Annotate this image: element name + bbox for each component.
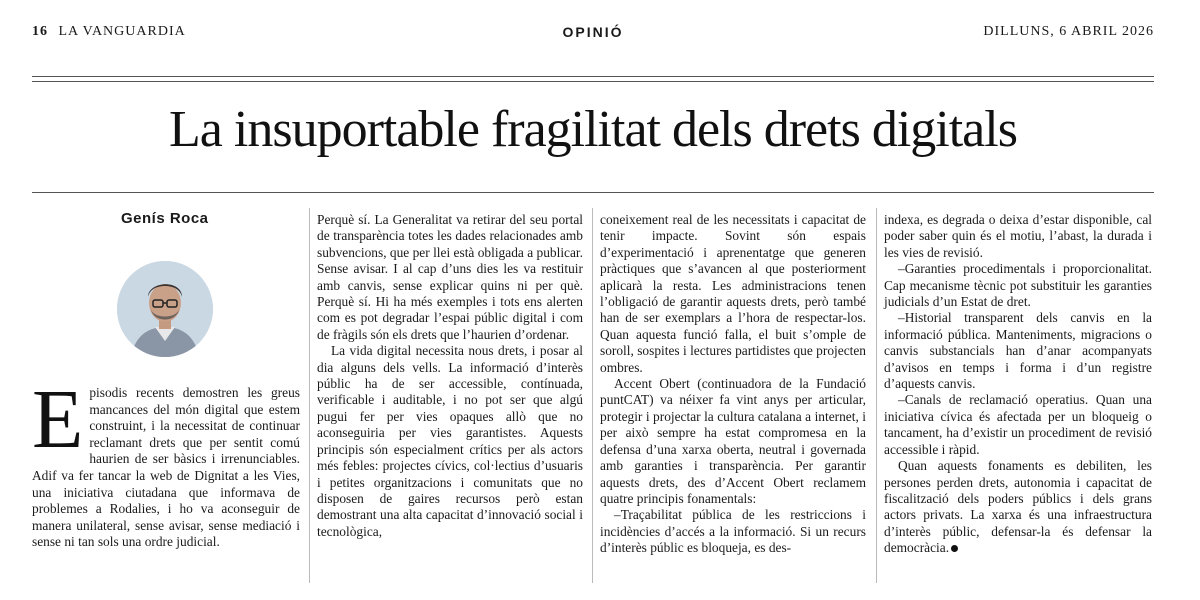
- page-number: 16: [32, 24, 48, 39]
- paragraph: –Garanties procedimentals i proporcionalitat. Cap mecanisme tècnic pot substituir les garanties judicials d’un Estat de dret.: [884, 261, 1152, 310]
- paragraph: La vida digital necessita nous drets, i posar al dia alguns dels vells. La informació d’interès públic ha de ser accessible, contínuada, verificable i auditable, i no pot ser que algú pugui fer per vies opaques allò que no aconseguiria per vies garantistes. Aquests principis són especialment crítics per als actors més febles: projectes cívics, col·lectius d’usuaris i petites organitzacions i comunitats que no disposen de gaires recursos però estan demostrant una alta capacitat d’innovació social i tecnològica,: [317, 343, 583, 539]
- paragraph: Perquè sí. La Generalitat va retirar del seu portal de transparència totes les dades relacionades amb subvencions, que per llei està obligada a publicar. Sense avisar. I al cap d’uns dies les va restituir amb canvis, sense explicar quins ni per què. Perquè sí. Hi ha més exemples i tots ens alerten com es pot degradar l’espai públic digital i com de fràgils són els drets que l’haurien d’ordenar.: [317, 212, 583, 342]
- column-2: [317, 212, 583, 540]
- paragraph: coneixement real de les necessitats i capacitat de tenir impacte. Sovint són espais d’experimentació i aprenentatge que generen pràctiques que s’avancen al que posteriorment aplicarà la resta. Les administracions tenen l’obligació de garantir aquests drets, però també han de ser exemplars a l’hora de respectar-los. Quan aquesta funció falla, el buit s’omple de soroll, sospites i lectures partidistes que projecten ombres.: [600, 212, 866, 375]
- drop-cap: E: [32, 373, 84, 466]
- column-1-text: pisodis recents demostren les greus mancances del món digital que estem construint, i la necessitat de continuar reclamant drets que per sentit comú haurien de ser bàsics i irrenunciables. Adif va fer tancar la web de Dignitat a les Vies, una iniciativa ciutadana que informava de problemes a Rodalies, i ho va aconseguir de manera unilateral, sense avisar, sense mediació i sense ni tan sols una ordre judicial.: [32, 385, 300, 550]
- paragraph: –Historial transparent dels canvis en la informació pública. Manteniments, migracions o canvis substancials han d’anar acompanyats d’avisos en temps i forma i d’un registre d’aquests canvis.: [884, 310, 1152, 392]
- headline-rule: [32, 192, 1154, 193]
- column-divider: [592, 208, 593, 583]
- page-header: [32, 24, 1154, 48]
- author-name: Genís Roca: [121, 210, 209, 227]
- column-divider: [309, 208, 310, 583]
- column-4: [884, 212, 1152, 557]
- header-rule-bottom: [32, 81, 1154, 82]
- paragraph: indexa, es degrada o deixa d’estar disponible, cal poder saber quin és el motiu, l’abast, la durada i les vies de revisió.: [884, 212, 1152, 260]
- section-name: OPINIÓ: [562, 24, 624, 40]
- column-divider: [876, 208, 877, 583]
- paragraph: –Canals de reclamació operatius. Quan una iniciativa cívica és afectada per un bloqueig o tancament, ha d’existir un procediment de revisió accessible i ràpid.: [884, 392, 1152, 457]
- header-rule-top: [32, 76, 1154, 77]
- newspaper-name: LA VANGUARDIA: [58, 24, 186, 39]
- author-photo: [117, 261, 213, 357]
- column-3: [600, 212, 866, 557]
- end-of-article-dot-icon: [951, 545, 958, 552]
- article-headline: La insuportable fragilitat dels drets digitals: [169, 101, 1017, 158]
- paragraph: Accent Obert (continuadora de la Fundació puntCAT) va néixer fa vint anys per articular, protegir i projectar la cultura catalana a internet, i per això sempre ha estat compromesa en la defensa d’una xarxa oberta, neutral i governada amb garanties i transparència. Per garantir aquests drets, des d’Accent Obert reclamem quatre principis fonamentals:: [600, 376, 866, 506]
- avatar-illustration: [117, 261, 213, 357]
- issue-date: DILLUNS, 6 ABRIL 2026: [983, 24, 1154, 39]
- paragraph: –Traçabilitat pública de les restriccions i incidències d’accés a la informació. Si un recurs d’interès públic es bloqueja, es des-: [600, 507, 866, 556]
- column-1: [32, 373, 300, 551]
- paragraph-final: [884, 458, 1152, 556]
- final-paragraph-text: Quan aquests fonaments es debiliten, les persones perden drets, autonomia i capacitat de fiscalització dels poders públics i dels grans actors privats. La xarxa és una infraestructura d’interès públic, defensar-la és defensar la democràcia.: [884, 458, 1152, 556]
